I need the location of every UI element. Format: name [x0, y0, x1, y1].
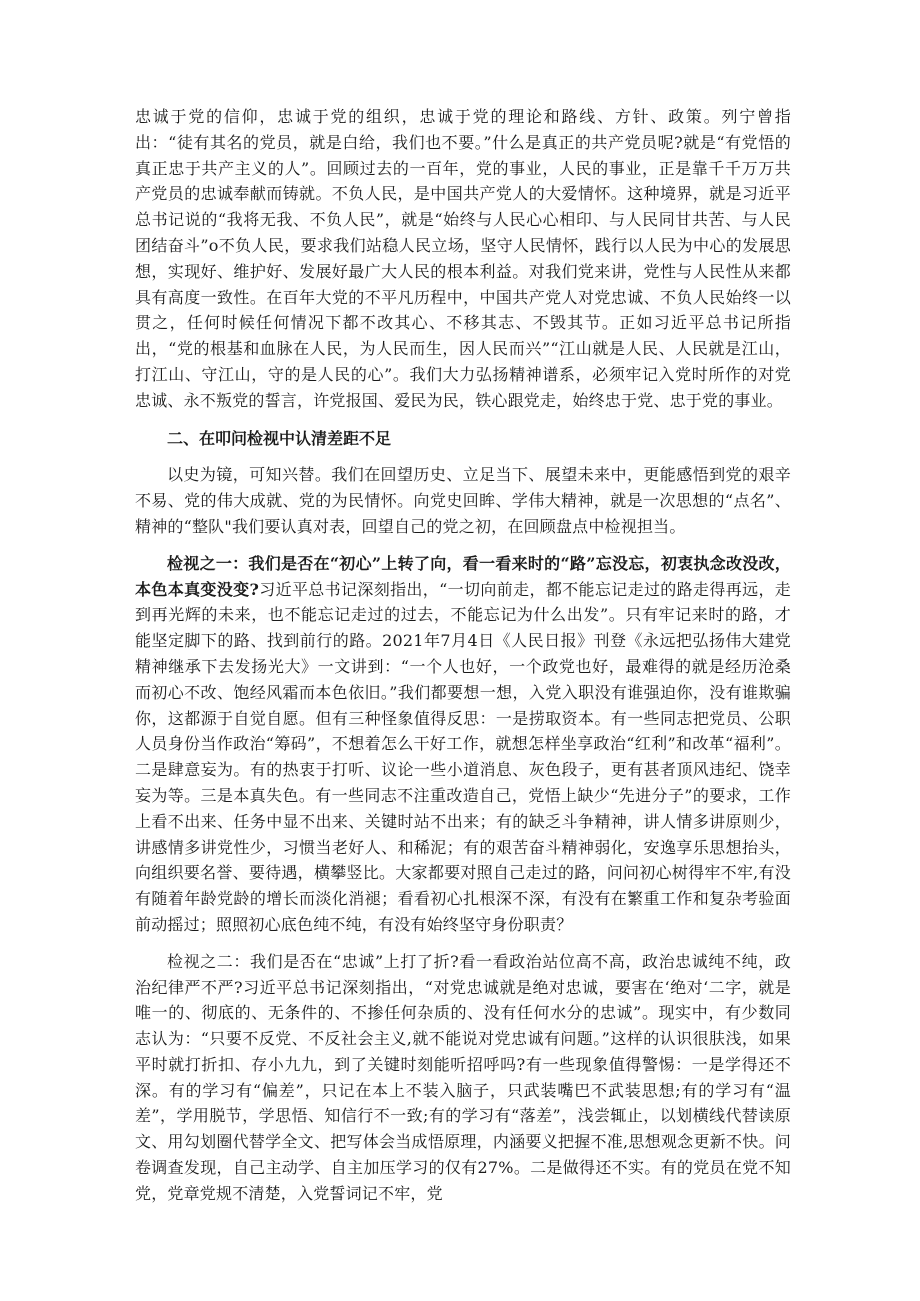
document-page [135, 104, 791, 1207]
paragraph-loyalty-continued: 忠诚于党的信仰，忠诚于党的组织，忠诚于党的理论和路线、方针、政策。列宁曾指出：“徒有其名的党员，就是白给，我们也不要。”什么是真正的共产党员呢?就是“有党悟的真正忠于共产主义的人”。回顾过去的一百年，党的事业，人民的事业，正是靠千千万万共产党员的忠诚奉献而铸就。不负人民，是中国共产党人的大爱情怀。这种境界，就是习近平总书记说的“我将无我、不负人民”，就是“始终与人民心心相印、与人民同甘共苦、与人民团结奋斗”o不负人民，要求我们站稳人民立场，坚守人民情怀，践行以人民为中心的发展思想，实现好、维护好、发展好最广大人民的根本利益。对我们党来讲，党性与人民性从来都具有高度一致性。在百年大党的不平凡历程中，中国共产党人对党忠诚、不负人民始终一以贯之，任何时候任何情况下都不改其心、不移其志、不毁其节。正如习近平总书记所指出，“党的根基和血脉在人民，为人民而生，因人民而兴”“江山就是人民、人民就是江山，打江山、守江山，守的是人民的心”。我们大力弘扬精神谱系，必须牢记入党时所作的对党忠诚、永不叛党的誓言，许党报国、爱民为民，铁心跟党走，始终忠于党、忠于党的事业。 [135, 107, 791, 410]
check-1-title: 检视之一：我们是否在“初心”上转了向，看一看来时的“路”忘没忘，初衷执念改没改，本色本真变没变? [135, 553, 791, 599]
paragraph-check-2: 检视之二：我们是否在“忠诚”上打了折?看一看政治站位高不高，政治忠诚纯不纯，政治纪律严不严?习近平总书记深刻指出，“对党忠诚就是绝对忠诚，要害在‘绝对‘二字，就是唯一的、彻底的、无条件的、不掺任何杂质的、没有任何水分的忠诚”。现实中，有少数同志认为：“只要不反党、不反社会主义,就不能说对党忠诚有问题。”这样的认识很肤浅，如果平时就打折扣、存小九九，到了关键时刻能听招呼吗?有一些现象值得警惕：一是学得还不深。有的学习有“偏差”，只记在本上不装入脑子，只武装嘴巴不武装思想;有的学习有“温差”，学用脱节，学思悟、知信行不一致;有的学习有“落差”，浅尝辄止，以划横线代替读原文、用勾划圈代替学全文、把写体会当成悟原理，内涵要义把握不准,思想观念更新不快。问卷调查发现，自己主动学、自主加压学习的仅有27%。二是做得还不实。有的党员在党不知党，党章党规不清楚，入党誓词记不牢，党 [135, 951, 791, 1203]
section-heading-2: 二、在叩问检视中认清差距不足 [167, 428, 392, 448]
paragraph-check-1 [135, 551, 791, 938]
paragraph-history-mirror: 以史为镜，可知兴替。我们在回望历史、立足当下、展望未来中，更能感悟到党的艰辛不易、党的伟大成就、党的为民情怀。向党史回眸、学伟大精神，就是一次思想的“点名”、精神的“整队"我们要认真对表，回望自己的党之初，在回顾盘点中检视担当。 [135, 465, 791, 536]
check-1-body: 习近平总书记深刻指出，“一切向前走，都不能忘记走过的路走得再远，走到再光辉的未来，也不能忘记走过的过去，不能忘记为什么出发”。只有牢记来时的路，才能坚定脚下的路、找到前行的路。2021年7月4日《人民日报》刊登《永远把弘扬伟大建党精神继承下去发扬光大》一文讲到：“一个人也好，一个政党也好，最难得的就是经历沧桑而初心不改、饱经风霜而本色依旧。”我们都要想一想，入党入职没有谁强迫你，没有谁欺骗你，这都源于自觉自愿。但有三种怪象值得反思：一是捞取资本。有一些同志把党员、公职人员身份当作政治“筹码”，不想着怎么干好工作，就想怎样坐享政治“红利”和改革“福利”。二是肆意妄为。有的热衷于打听、议论一些小道消息、灰色段子，更有甚者顶风违纪、饶幸妄为等。三是本真失色。有一些同志不注重改造自己，党悟上缺少“先进分子”的要求，工作上看不出来、任务中显不出来、关键时站不出来；有的缺乏斗争精神，讲人情多讲原则少，讲感情多讲党性少，习惯当老好人、和稀泥；有的艰苦奋斗精神弱化，安逸享乐思想抬头，向组织要名誉、要待遇，横攀竖比。大家都要对照自己走过的路，问问初心树得牢不牢,有没有随着年龄党龄的增长而淡化消褪；看看初心扎根深不深，有没有在繁重工作和复杂考验面前动摇过；照照初心底色纯不纯，有没有始终坚守身份职责？ [135, 579, 792, 934]
